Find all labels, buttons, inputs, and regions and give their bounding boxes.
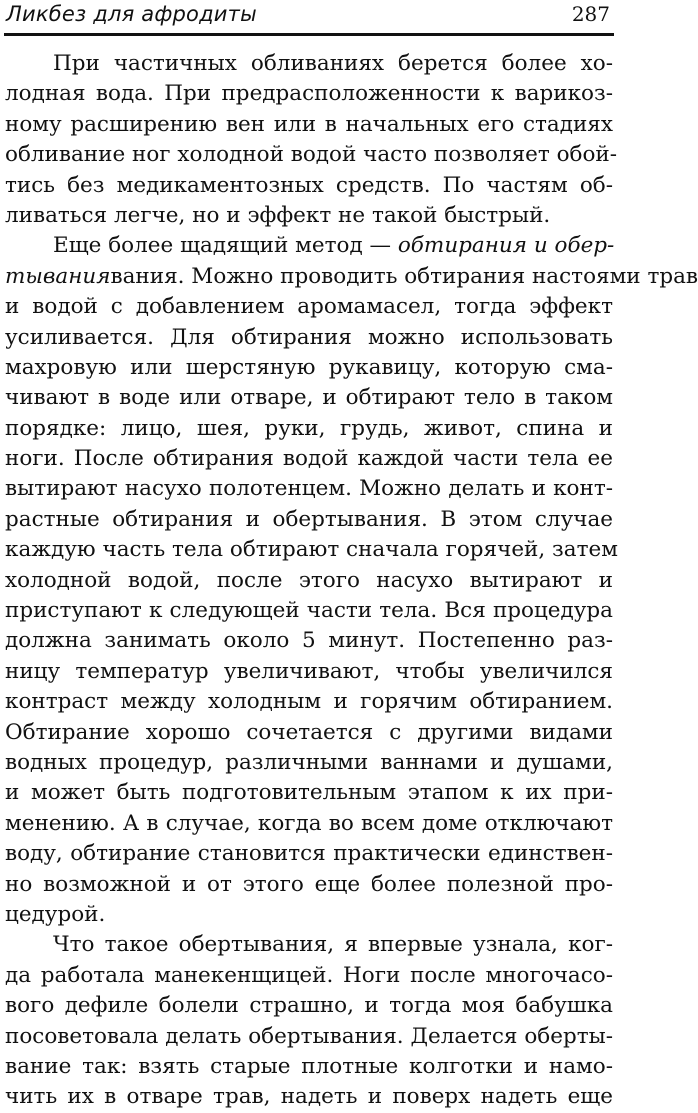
text-line: водных процедур, различными ваннами и душами, — [5, 749, 613, 775]
text-line: и водой с добавлением аромамасел, тогда эффект — [5, 294, 613, 320]
text-line: Обтирание хорошо сочетается с другими видами — [5, 719, 613, 745]
text-line: приступают к следующей части тела. Вся процедура — [5, 598, 613, 624]
text-line: каждую часть тела обтирают сначала горячей, затем — [5, 537, 618, 563]
text-line: воду, обтирание становится практически единствен- — [5, 841, 613, 867]
header-rule — [4, 33, 614, 36]
text-line: посоветовала делать обертывания. Делается оберты- — [5, 1023, 613, 1049]
text-line: ноги. После обтирания водой каждой части тела ее — [5, 446, 613, 472]
page-number: 287 — [571, 2, 610, 26]
text-line: порядке: лицо, шея, руки, грудь, живот, спина и — [5, 415, 613, 441]
text-line: но возможной и от этого еще более полезной про- — [5, 871, 613, 897]
text-line: лодная вода. При предрасположенности к варикоз- — [5, 81, 613, 107]
text-line: да работала манекенщицей. Ноги после многочасо- — [5, 962, 613, 988]
text-line: вого дефиле болели страшно, и тогда моя бабушка — [5, 993, 613, 1019]
running-title: Ликбез для афродиты — [6, 2, 257, 26]
body-text — [5, 49, 698, 1113]
italic-term: обтирания и обер- — [397, 233, 615, 259]
text-line: ницу температур увеличивают, чтобы увеличился — [5, 658, 613, 684]
text-line: растные обтирания и обертывания. В этом случае — [5, 506, 613, 532]
text-line: ливаться легче, но и эффект не такой быстрый. — [5, 202, 551, 228]
text-line: Что такое обертывания, я впервые узнала, ког- — [53, 932, 613, 958]
text-line: и может быть подготовительным этапом к их при- — [5, 780, 613, 806]
text-line: ному расширению вен или в начальных его стадиях — [5, 111, 613, 137]
text-line: вание так: взять старые плотные колготки и намо- — [5, 1053, 613, 1079]
text-line: тись без медикаментозных средств. По частям об- — [5, 172, 613, 198]
text-line: махровую или шерстяную рукавицу, которую сма- — [5, 354, 613, 380]
text-line: При частичных обливаниях берется более хо- — [53, 51, 613, 76]
text-line: вытирают насухо полотенцем. Можно делать и конт- — [5, 476, 613, 502]
text-line: менению. А в случае, когда во всем доме отключают — [5, 810, 613, 836]
text-line: чить их в отваре трав, надеть и поверх надеть еще — [5, 1084, 613, 1110]
text-line: должна занимать около 5 минут. Постепенно раз- — [5, 628, 613, 654]
page-header — [6, 0, 610, 30]
text-line — [5, 262, 698, 292]
text-segment: Еще более щадящий метод — — [53, 233, 398, 259]
text-line: обливание ног холодной водой часто позволяет обой- — [5, 142, 618, 168]
text-segment: вания. Можно проводить обтирания настоями трав — [110, 263, 698, 289]
text-line: холодной водой, после этого насухо вытирают и — [5, 567, 613, 593]
text-line: усиливается. Для обтирания можно использовать — [5, 324, 613, 350]
text-line — [5, 231, 613, 261]
text-line: цедурой. — [5, 901, 106, 927]
text-line: контраст между холодным и горячим обтиранием. — [5, 689, 613, 715]
text-line: чивают в воде или отваре, и обтирают тело в таком — [5, 385, 613, 411]
italic-term: тывания — [5, 263, 111, 289]
